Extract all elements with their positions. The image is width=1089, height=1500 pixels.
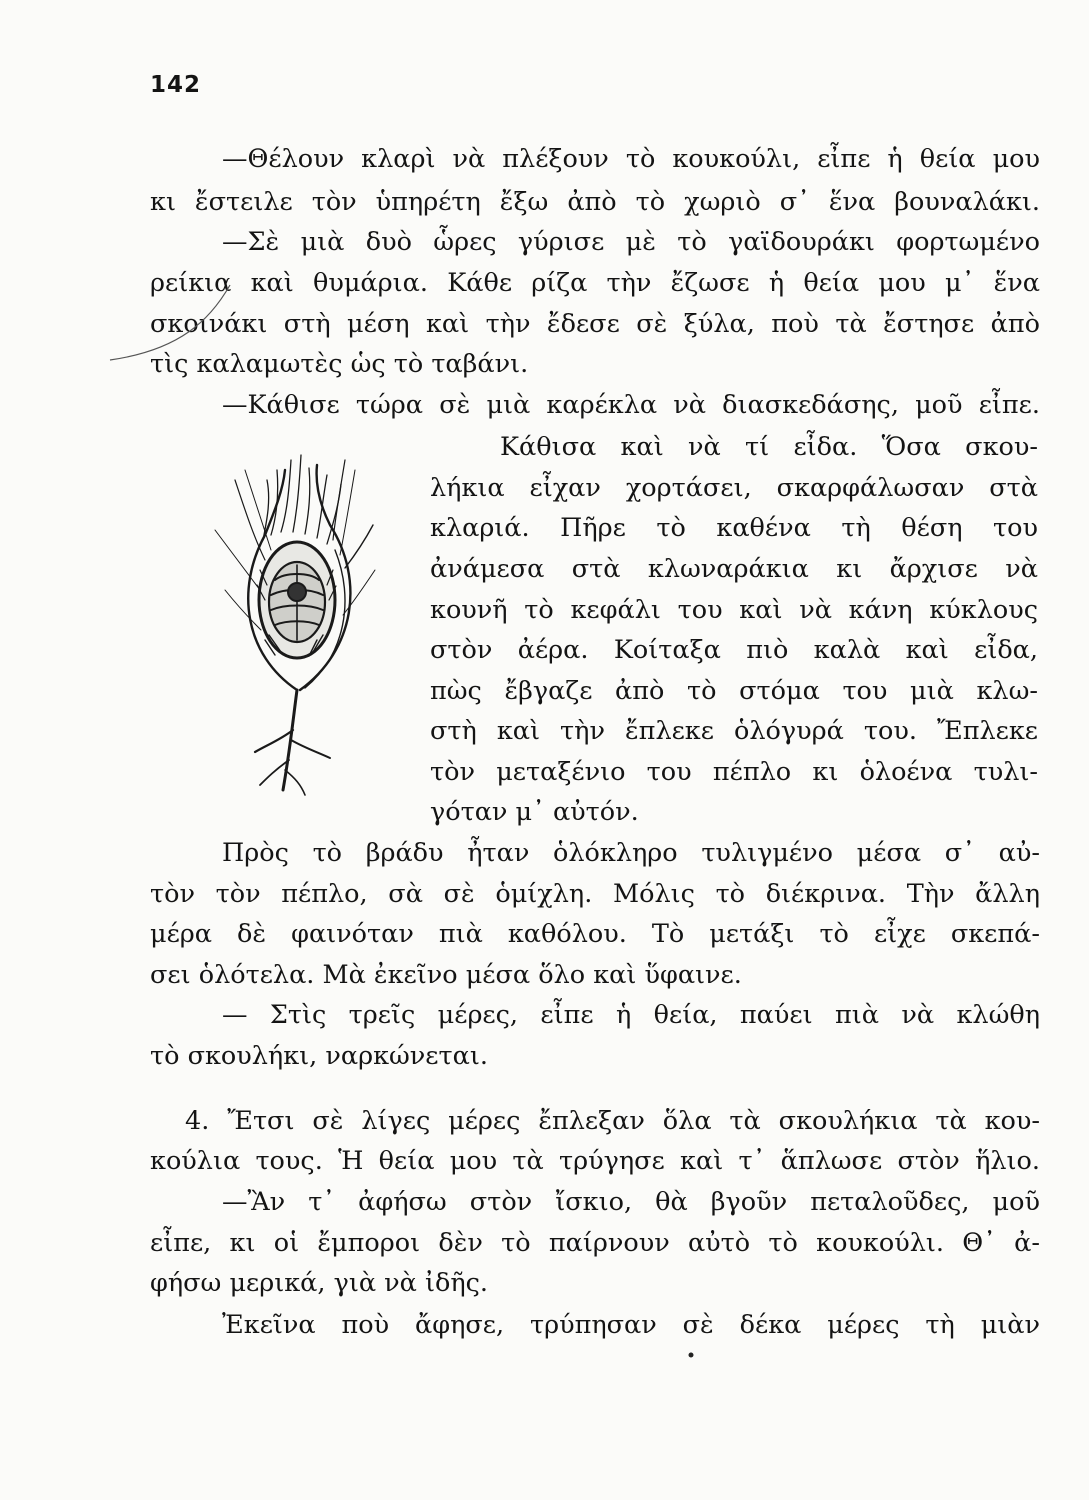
text-line: κι ἔστειλε τὸν ὑπηρέτη ἔξω ἀπὸ τὸ χωριὸ σ᾿ ἕνα βουναλάκι. [150,187,1040,217]
text-line: κλαριά. Πῆρε τὸ καθένα τὴ θέση του [430,513,1038,543]
text-line: σει ὁλότελα. Μὰ ἐκεῖνο μέσα ὅλο καὶ ὕφαινε. [150,960,742,990]
page-number: 142 [150,72,202,98]
text-line: στὸν ἀέρα. Κοίταξα πιὸ καλὰ καὶ εἶδα, [430,635,1038,665]
text-line: σκοινάκι στὴ μέση καὶ τὴν ἔδεσε σὲ ξύλα, ποὺ τὰ ἔστησε ἀπὸ [150,309,1040,339]
text-line: μέρα δὲ φαινόταν πιὰ καθόλου. Τὸ μετάξι τὸ εἶχε σκεπά- [150,919,1040,949]
text-line: τὸ σκουλήκι, ναρκώνεται. [150,1041,488,1071]
pencil-stroke-mark [100,280,240,370]
text-line: 4. Ἔτσι σὲ λίγες μέρες ἔπλεξαν ὅλα τὰ σκουλήκια τὰ κου- [185,1106,1040,1136]
text-line: Πρὸς τὸ βράδυ ἦταν ὁλόκληρο τυλιγμένο μέσα σ᾿ αὐ- [222,838,1040,868]
ink-dot-mark [686,1350,696,1360]
text-line: Ἐκεῖνα ποὺ ἄφησε, τρύπησαν σὲ δέκα μέρες τὴ μιὰν [222,1310,1040,1340]
text-line: τὸν τὸν πέπλο, σὰ σὲ ὁμίχλη. Μόλις τὸ διέκρινα. Τὴν ἄλλη [150,879,1040,909]
text-line: στὴ καὶ τὴν ἔπλεκε ὁλόγυρά του. Ἔπλεκε [430,716,1038,746]
text-line: —Κάθισε τώρα σὲ μιὰ καρέκλα νὰ διασκεδάσης, μοῦ εἶπε. [222,390,1040,420]
text-line: πὼς ἔβγαζε ἀπὸ τὸ στόμα του μιὰ κλω- [430,676,1038,706]
text-line: εἶπε, κι οἱ ἔμποροι δὲν τὸ παίρνουν αὐτὸ τὸ κουκούλι. Θ᾿ ἀ- [150,1228,1040,1258]
text-line: Κάθισα καὶ νὰ τί εἶδα. Ὅσα σκου- [500,432,1038,462]
text-line: ρείκια καὶ θυμάρια. Κάθε ρίζα τὴν ἔζωσε ἡ θεία μου μ᾿ ἕνα [150,268,1040,298]
text-line: γόταν μ᾿ αὐτόν. [430,797,639,827]
cocoon-illustration [205,440,395,800]
text-line: — Στὶς τρεῖς μέρες, εἶπε ἡ θεία, παύει πιὰ νὰ κλώθη [222,1000,1040,1030]
text-line: κουνῆ τὸ κεφάλι του καὶ νὰ κάνη κύκλους [430,595,1038,625]
text-line: τὸν μεταξένιο του πέπλο κι ὁλοένα τυλι- [430,757,1038,787]
text-line: κούλια τους. Ἡ θεία μου τὰ τρύγησε καὶ τ᾿ ἅπλωσε στὸν ἥλιο. [150,1146,1040,1176]
text-line: —Θέλουν κλαρὶ νὰ πλέξουν τὸ κουκούλι, εἶπε ἡ θεία μου [222,144,1040,174]
text-line: —Σὲ μιὰ δυὸ ὧρες γύρισε μὲ τὸ γαϊδουράκι φορτωμένο [222,227,1040,257]
text-line: —Ἂν τ᾿ ἀφήσω στὸν ἴσκιο, θὰ βγοῦν πεταλοῦδες, μοῦ [222,1187,1040,1217]
text-line: φήσω μερικά, γιὰ νὰ ἰδῆς. [150,1268,488,1298]
text-line: τὶς καλαμωτὲς ὡς τὸ ταβάνι. [150,349,529,379]
text-line: ἀνάμεσα στὰ κλωναράκια κι ἄρχισε νὰ [430,554,1038,584]
text-line: λήκια εἶχαν χορτάσει, σκαρφάλωσαν στὰ [430,473,1038,503]
